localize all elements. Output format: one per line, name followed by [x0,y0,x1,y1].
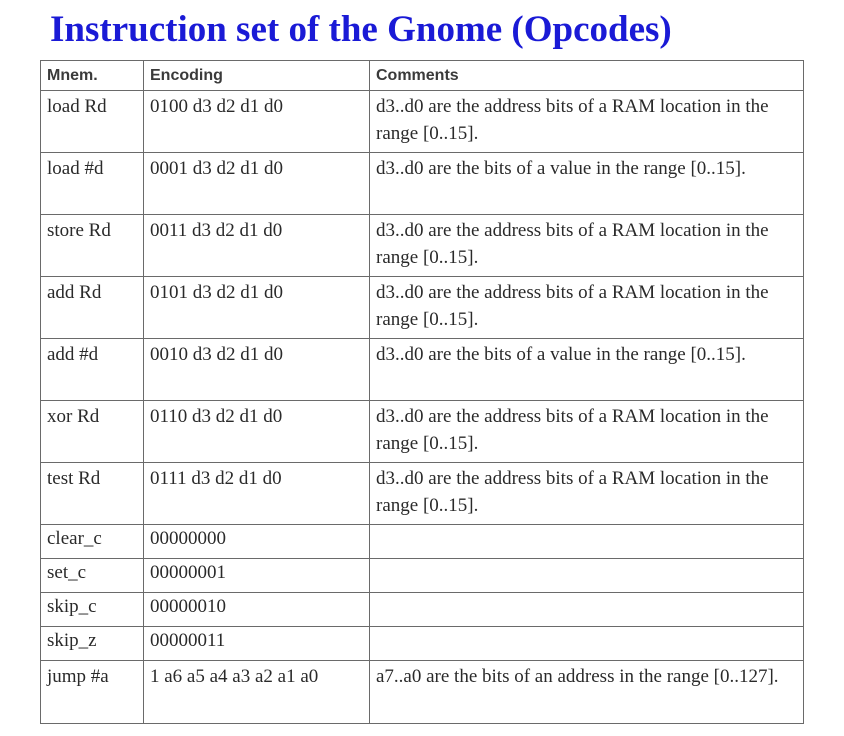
table-row [41,463,804,525]
encoding-cell: 1 a6 a5 a4 a3 a2 a1 a0 [144,661,370,724]
comment-cell: d3..d0 are the bits of a value in the range [0..15]. [370,339,804,401]
table-row [41,153,804,215]
encoding-cell: 0110 d3 d2 d1 d0 [144,401,370,463]
opcode-table [40,60,804,724]
table-row [41,559,804,593]
table-row [41,661,804,724]
comment-cell: d3..d0 are the address bits of a RAM location in the range [0..15]. [370,277,804,339]
table-row [41,91,804,153]
mnemonic-cell: add #d [41,339,144,401]
table-row [41,215,804,277]
mnemonic-cell: clear_c [41,525,144,559]
table-row [41,401,804,463]
comment-cell: a7..a0 are the bits of an address in the range [0..127]. [370,661,804,724]
mnemonic-cell: skip_c [41,593,144,627]
comment-cell [370,525,804,559]
comment-cell: d3..d0 are the bits of a value in the range [0..15]. [370,153,804,215]
mnemonic-cell: load Rd [41,91,144,153]
comment-cell: d3..d0 are the address bits of a RAM location in the range [0..15]. [370,401,804,463]
header-encoding: Encoding [144,61,370,91]
comment-cell: d3..d0 are the address bits of a RAM location in the range [0..15]. [370,91,804,153]
table-row [41,593,804,627]
comment-cell [370,559,804,593]
comment-cell [370,593,804,627]
mnemonic-cell: add Rd [41,277,144,339]
header-mnemonic: Mnem. [41,61,144,91]
encoding-cell: 0011 d3 d2 d1 d0 [144,215,370,277]
encoding-cell: 0101 d3 d2 d1 d0 [144,277,370,339]
mnemonic-cell: set_c [41,559,144,593]
encoding-cell: 00000001 [144,559,370,593]
comment-cell: d3..d0 are the address bits of a RAM location in the range [0..15]. [370,215,804,277]
mnemonic-cell: jump #a [41,661,144,724]
mnemonic-cell: skip_z [41,627,144,661]
comment-cell: d3..d0 are the address bits of a RAM location in the range [0..15]. [370,463,804,525]
table-row [41,525,804,559]
comment-cell [370,627,804,661]
table-row [41,277,804,339]
encoding-cell: 00000011 [144,627,370,661]
encoding-cell: 0001 d3 d2 d1 d0 [144,153,370,215]
encoding-cell: 00000000 [144,525,370,559]
page-title: Instruction set of the Gnome (Opcodes) [50,9,672,50]
encoding-cell: 00000010 [144,593,370,627]
mnemonic-cell: load #d [41,153,144,215]
mnemonic-cell: xor Rd [41,401,144,463]
table-row [41,339,804,401]
encoding-cell: 0010 d3 d2 d1 d0 [144,339,370,401]
mnemonic-cell: test Rd [41,463,144,525]
table-header-row [41,61,804,91]
header-comments: Comments [370,61,804,91]
encoding-cell: 0111 d3 d2 d1 d0 [144,463,370,525]
encoding-cell: 0100 d3 d2 d1 d0 [144,91,370,153]
mnemonic-cell: store Rd [41,215,144,277]
table-row [41,627,804,661]
